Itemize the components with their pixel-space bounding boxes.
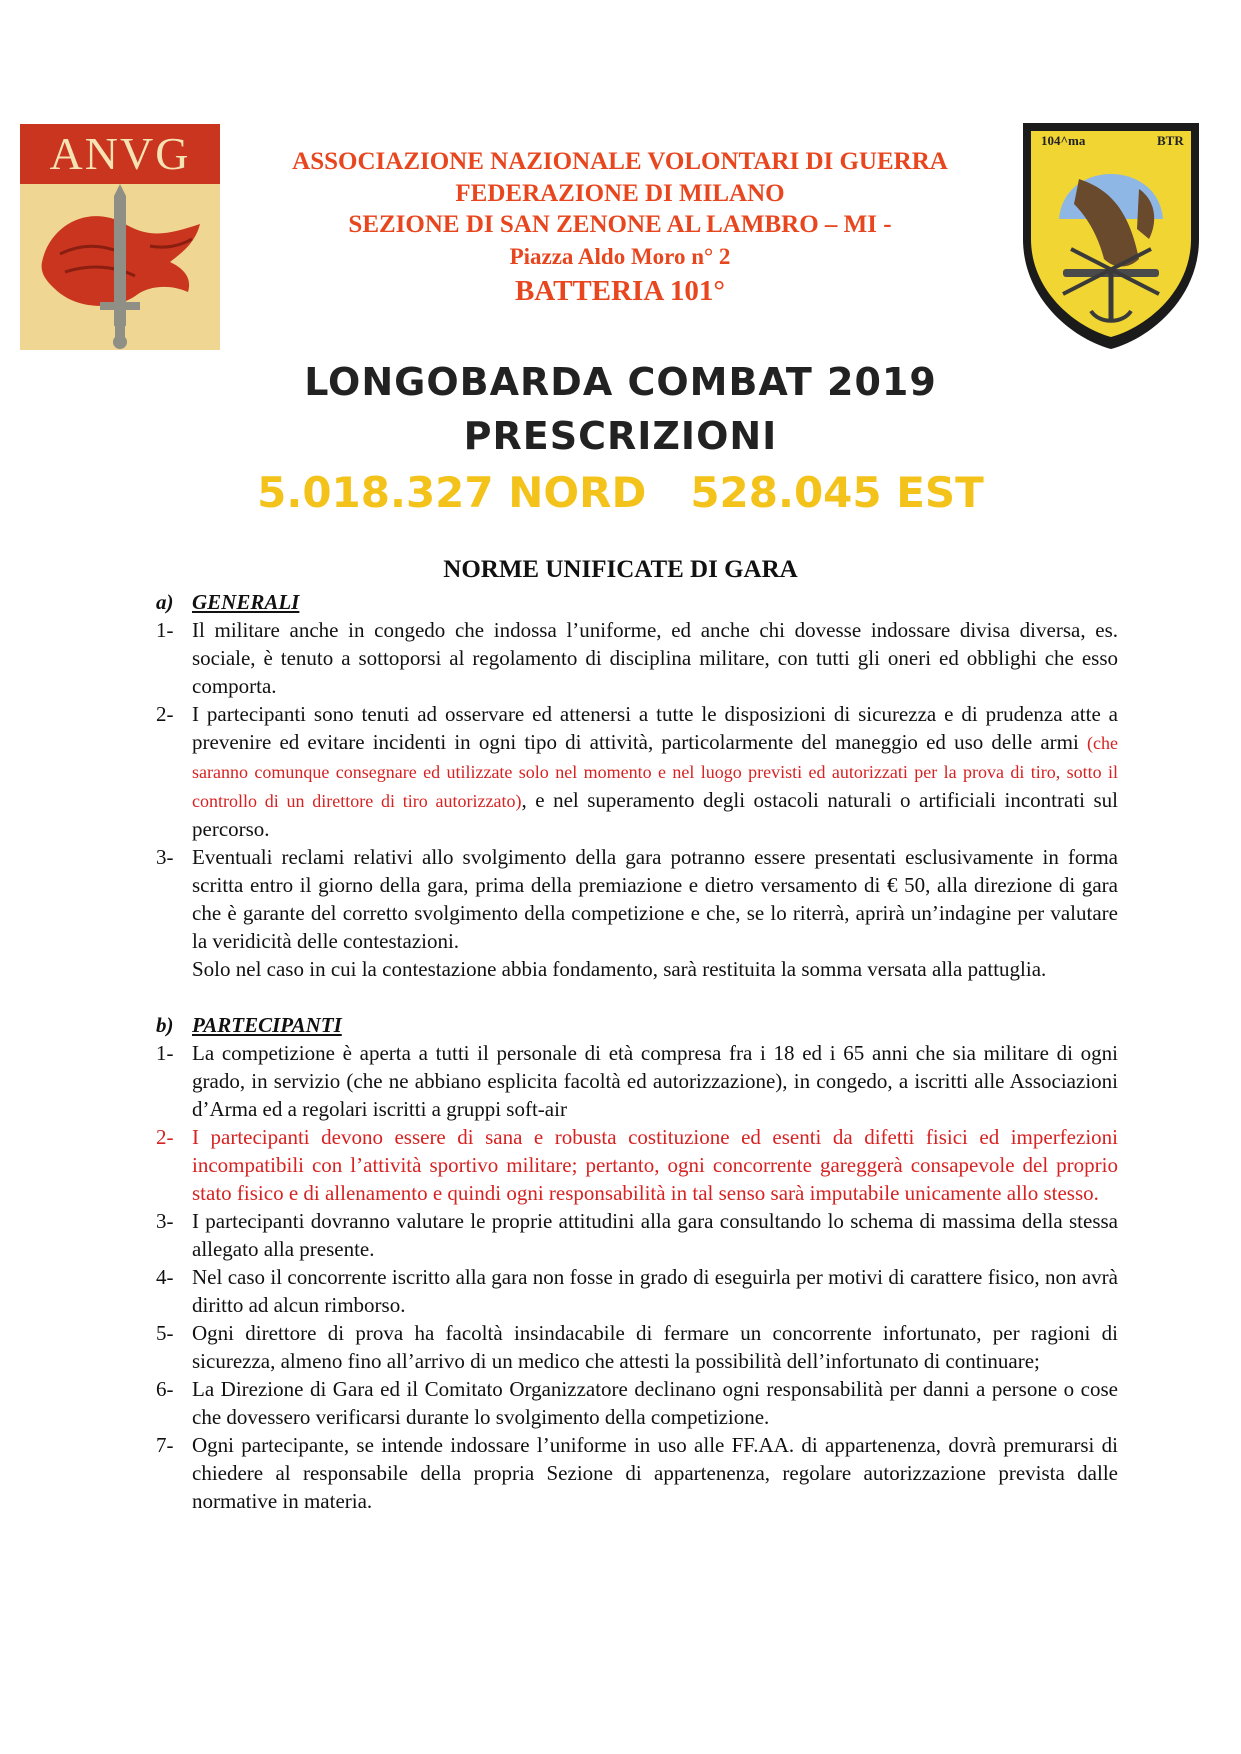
list-item: 2- I partecipanti sono tenuti ad osservare ed attenersi a tutte le disposizioni di sicurezza e di prudenza atte a prevenire ed evitare incidenti in ogni tipo di attività, particolarmente del maneggio ed uso delle armi (che saranno comunque consegnare ed utilizzate solo nel momento e nel luogo previsti ed autorizzati per la prova di tiro, sotto il controllo di un direttore di tiro autorizzato), e nel superamento degli ostacoli naturali o artificiali incontrati sul percorso. — [156, 702, 1119, 841]
section-b-heading — [156, 1011, 1118, 1039]
event-coordinates — [0, 468, 1241, 517]
anvg-logo — [20, 124, 220, 350]
section-a-title: GENERALI — [192, 590, 300, 614]
section-a-letter: a) — [156, 590, 174, 614]
list-item: 3- Eventuali reclami relativi allo svolgimento della gara potranno essere presentati esclusivamente in forma scritta entro il giorno della gara, prima della premiazione e dietro versamento di € 50, alla direzione di gara che è garante del corretto svolgimento della competizione e che, se lo riterrà, aprirà un’indagine per valutare la veridicità delle contestazioni. Solo nel caso in cui la contestazione abbia fondamento, sarà restituita la somma versata alla pattuglia. — [156, 845, 1118, 981]
list-item: 1- La competizione è aperta a tutti il personale di età compresa fra i 18 ed i 65 anni che sia militare di ogni grado, in servizio (che ne abbiano esplicita facoltà ed autorizzazione), in congedo, a iscritti alle Associazioni d’Arma ed a regolari iscritti a gruppi soft-air — [156, 1041, 1118, 1121]
list-item: 1- Il militare anche in congedo che indossa l’uniforme, ed anche chi dovesse indossare divisa diversa, es. sociale, è tenuto a sottoporsi al regolamento di disciplina militare, con tutti gli oneri ed obblighi che esso comporta. — [156, 618, 1118, 698]
winged-sword-icon — [20, 184, 220, 350]
list-item: 3- I partecipanti dovranno valutare le proprie attitudini alla gara consultando lo schema di massima della stessa allegato alla presente. — [156, 1209, 1118, 1261]
list-item: 5- Ogni direttore di prova ha facoltà insindacabile di fermare un concorrente infortunato, per ragioni di sicurezza, almeno fino all’arrivo di un medico che attesti la possibilità dell’infortunato di continuare; — [156, 1321, 1118, 1373]
header-section: SEZIONE DI SAN ZENONE AL LAMBRO – MI - — [348, 211, 892, 238]
section-b-title: PARTECIPANTI — [192, 1013, 342, 1037]
shield-number-label: 104^ma — [1041, 133, 1086, 148]
coordinate-est: 528.045 EST — [690, 468, 984, 517]
header-battery: BATTERIA 101° — [514, 275, 726, 307]
list-item: 2- I partecipanti devono essere di sana e robusta costituzione ed esenti da difetti fisici ed imperfezioni incompatibili con l’attività sportivo militare; pertanto, ogni concorrente gareggerà consapevole del proprio stato fisico e di allenamento e quindi ogni responsabilità in tal senso sarà imputabile unicamente allo stesso. — [156, 1125, 1118, 1205]
section-b-letter: b) — [156, 1013, 174, 1037]
coordinate-nord: 5.018.327 NORD — [257, 468, 647, 517]
event-subtitle: PRESCRIZIONI — [463, 414, 778, 458]
list-item: 6- La Direzione di Gara ed il Comitato Organizzatore declinano ogni responsabilità per danni a persone o cose che dovessero verificarsi durante lo svolgimento della competizione. — [156, 1377, 1118, 1429]
association-header — [230, 146, 1010, 309]
rules-body — [156, 588, 1118, 1515]
batteria-104-shield-logo — [1019, 119, 1203, 352]
section-a-heading — [156, 588, 1118, 616]
event-title: LONGOBARDA COMBAT 2019 — [304, 360, 937, 404]
list-item: 7- Ogni partecipante, se intende indossare l’uniforme in uso alle FF.AA. di appartenenza, dovrà premurarsi di chiedere al responsabile della propria Sezione di appartenenza, regolare autorizzazione prevista dalle normative in materia. — [156, 1433, 1118, 1513]
list-item: 4- Nel caso il concorrente iscritto alla gara non fosse in grado di eseguirla per motivi di carattere fisico, non avrà diritto ad alcun rimborso. — [156, 1265, 1118, 1317]
firearms-note: (che saranno comunque consegnare ed utilizzate solo nel momento e nel luogo previsti ed autorizzati per la prova di tiro, sotto il controllo di un direttore di tiro autorizzato) — [192, 733, 1118, 811]
header-address: Piazza Aldo Moro n° 2 — [509, 244, 731, 269]
rules-section-title: NORME UNIFICATE DI GARA — [443, 556, 798, 583]
header-association-name: ASSOCIAZIONE NAZIONALE VOLONTARI DI GUERRA — [292, 148, 948, 175]
header-federation: FEDERAZIONE DI MILANO — [455, 180, 785, 207]
anvg-logo-text: ANVG — [20, 124, 220, 184]
shield-btr-label: BTR — [1157, 133, 1184, 148]
shield-emblem-icon — [1019, 119, 1203, 352]
